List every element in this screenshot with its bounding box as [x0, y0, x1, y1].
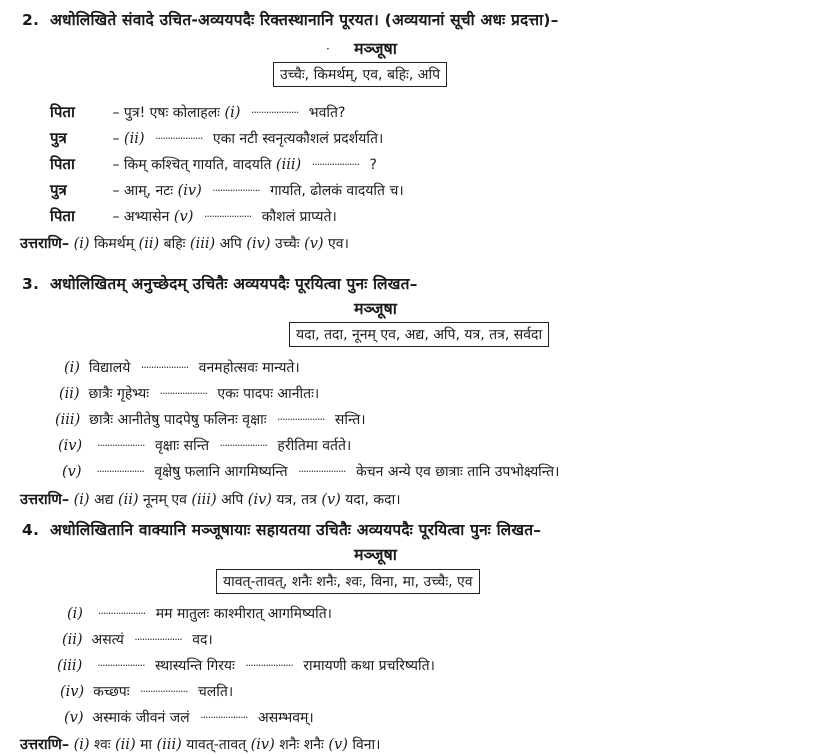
answer-text: किमर्थम्: [94, 236, 135, 252]
exercise-item: [62, 462, 559, 481]
dash: –: [112, 209, 120, 225]
answer-number: (iii): [189, 236, 216, 252]
exercise-item: [67, 604, 332, 623]
text: आम्, नटः: [123, 183, 174, 199]
q4-heading: [22, 518, 541, 540]
blank-number: (iv): [177, 183, 202, 199]
text: मम मातुलः काश्मीरात् आगमिष्यति।: [155, 606, 332, 622]
text: एका नटी स्वनृत्यकौशलं प्रदर्शयति।: [212, 131, 384, 147]
q2-answers: [20, 233, 349, 253]
exercise-item: [64, 358, 300, 377]
item-number: (iv): [58, 438, 83, 454]
q4-box-title: मञ्जूषा: [354, 545, 397, 564]
blank: ...................: [96, 462, 144, 475]
blank: ...................: [97, 436, 145, 449]
q4-title: अधोलिखितानि वाक्यानि मञ्जूषायाः सहायतया उचितैः अव्ययपदैः पूरयित्वा पुनः लिखत–: [50, 521, 542, 539]
text: सन्ति।: [334, 412, 366, 428]
text: पुत्र! एषः कोलाहलः: [123, 105, 221, 121]
item-number: (ii): [59, 386, 80, 402]
blank: ...................: [250, 103, 299, 116]
answer-number: (iii): [191, 492, 217, 508]
dialogue-line: [50, 154, 377, 174]
blank: ...................: [298, 462, 346, 475]
blank: ...................: [311, 155, 360, 168]
text: अस्माकं जीवनं जलं: [92, 710, 190, 726]
answer-number: (i): [73, 236, 90, 252]
answers-label: उत्तराणि–: [20, 236, 70, 252]
answer-text: विना।: [352, 737, 381, 753]
dash: –: [112, 183, 120, 199]
answer-number: (v): [321, 492, 341, 508]
speaker: पिता: [50, 155, 75, 173]
q2-word-box: उच्चैः, किमर्थम्, एव, बहिः, अपि: [273, 62, 447, 87]
speaker: पिता: [50, 103, 75, 121]
blank: ...................: [277, 410, 325, 423]
answer-number: (ii): [115, 737, 136, 753]
text: ?: [369, 157, 377, 173]
text: वृक्षेषु फलानि आगमिष्यन्ति: [154, 464, 288, 480]
exercise-item: [57, 656, 435, 675]
blank: ...................: [97, 656, 145, 669]
q2-title: अधोलिखिते संवादे उचित-अव्ययपदैः रिक्तस्थानानि पूरयत। (अव्ययानां सूची अधः प्रदत्ता)–: [50, 11, 559, 29]
answer-number: (iv): [247, 492, 272, 508]
exercise-item: [55, 410, 366, 429]
text: केचन अन्ये एव छात्राः तानि उपभोक्ष्यन्ति।: [355, 464, 560, 480]
dialogue-line: [50, 128, 383, 148]
answer-text: मा: [140, 737, 153, 753]
stray-mark: ·: [326, 42, 330, 56]
answer-number: (i): [73, 492, 90, 508]
text: भवति?: [308, 105, 346, 121]
q3-word-box: यदा, तदा, नूनम् एव, अद्य, अपि, यत्र, तत्र, सर्वदा: [289, 322, 549, 347]
text: वनमहोत्सवः मान्यते।: [198, 360, 300, 376]
speaker: पुत्र: [50, 181, 67, 199]
blank-number: (v): [173, 209, 194, 225]
q2-number: 2.: [22, 11, 40, 29]
q4-number: 4.: [22, 521, 40, 539]
dash: –: [112, 131, 120, 147]
answer-text: अद्य: [94, 492, 114, 508]
answer-text: बहिः: [163, 236, 186, 252]
item-number: (i): [64, 360, 80, 376]
text: वृक्षाः सन्ति: [154, 438, 210, 454]
text: छात्रैः आनीतेषु पादपेषु फलिनः वृक्षाः: [89, 412, 267, 428]
answer-text: अपि: [221, 492, 244, 508]
text: कौशलं प्राप्यते।: [261, 209, 337, 225]
q4-word-box: यावत्-तावत्, शनैः शनैः, श्वः, विना, मा, उच्चैः, एव: [216, 569, 480, 594]
q3-number: 3.: [22, 275, 40, 293]
speaker: पिता: [50, 207, 75, 225]
answers-label: उत्तराणि–: [20, 492, 70, 508]
text: अभ्यासेन: [123, 209, 170, 225]
q2-heading: [22, 8, 559, 30]
dialogue-line: [50, 180, 404, 200]
text: कच्छपः: [93, 684, 130, 700]
answer-text: यत्र, तत्र: [276, 492, 317, 508]
text: गायति, ढोलकं वादयति च।: [270, 183, 404, 199]
text: चलति।: [197, 684, 234, 700]
text: एकः पादपः आनीतः।: [217, 386, 320, 402]
blank: ...................: [159, 384, 207, 397]
answer-text: शनैः शनैः: [279, 737, 324, 753]
q3-heading: [22, 272, 418, 294]
item-number: (iii): [55, 412, 81, 428]
q3-title: अधोलिखितम् अनुच्छेदम् उचितैः अव्ययपदैः पूरयित्वा पुनः लिखत–: [50, 275, 418, 293]
answer-number: (iv): [246, 236, 271, 252]
q3-answers: [20, 489, 401, 509]
blank: ...................: [245, 656, 293, 669]
item-number: (v): [64, 710, 84, 726]
text: विद्यालये: [88, 360, 131, 376]
answers-label: उत्तराणि–: [20, 737, 70, 753]
blank: ...................: [212, 181, 260, 194]
answer-text: नूनम् एव: [143, 492, 187, 508]
q3-box-title: मञ्जूषा: [354, 299, 397, 318]
blank: ...................: [140, 682, 188, 695]
exercise-item: [62, 630, 213, 649]
blank: ...................: [154, 129, 203, 142]
dash: –: [112, 105, 120, 121]
blank: ...................: [200, 708, 248, 721]
answer-text: एव।: [328, 236, 349, 252]
answer-number: (v): [304, 236, 324, 252]
text: स्थास्यन्ति गिरयः: [155, 658, 235, 674]
item-number: (iii): [57, 658, 83, 674]
text: रामायणी कथा प्रचरिष्यति।: [303, 658, 435, 674]
blank: ...................: [134, 630, 182, 643]
blank-number: (iii): [275, 157, 302, 173]
answer-number: (v): [328, 737, 348, 753]
answer-text: अपि: [219, 236, 242, 252]
item-number: (iv): [60, 684, 85, 700]
speaker: पुत्र: [50, 129, 67, 147]
text: छात्रैः गृहेभ्यः: [88, 386, 150, 402]
q2-box-title: मञ्जूषा: [354, 39, 397, 58]
text: वद।: [192, 632, 213, 648]
blank: ...................: [219, 436, 267, 449]
q4-answers: [20, 734, 380, 754]
exercise-item: [58, 436, 351, 455]
item-number: (ii): [62, 632, 83, 648]
dialogue-line: [50, 102, 345, 122]
answer-text: यावत्-तावत्: [186, 737, 247, 753]
text: असत्यं: [91, 632, 124, 648]
answer-text: श्वः: [94, 737, 111, 753]
exercise-item: [59, 384, 319, 403]
item-number: (i): [67, 606, 83, 622]
answer-number: (iv): [250, 737, 275, 753]
exercise-item: [64, 708, 314, 727]
text: हरीतिमा वर्तते।: [277, 438, 352, 454]
answer-number: (ii): [117, 492, 139, 508]
item-number: (v): [62, 464, 82, 480]
text: असम्भवम्।: [258, 710, 314, 726]
exercise-item: [60, 682, 233, 701]
text: किम् कश्चित् गायति, वादयति: [123, 157, 272, 173]
blank-number: (ii): [123, 131, 145, 147]
answer-text: यदा, कदा।: [345, 492, 401, 508]
dialogue-line: [50, 206, 337, 226]
answer-number: (i): [73, 737, 90, 753]
answer-text: उच्चैः: [274, 236, 300, 252]
dash: –: [112, 157, 120, 173]
blank: ...................: [203, 207, 252, 220]
answer-number: (iii): [156, 737, 182, 753]
answer-number: (ii): [138, 236, 160, 252]
blank: ...................: [97, 604, 146, 617]
blank: ...................: [140, 358, 189, 371]
blank-number: (i): [224, 105, 241, 121]
